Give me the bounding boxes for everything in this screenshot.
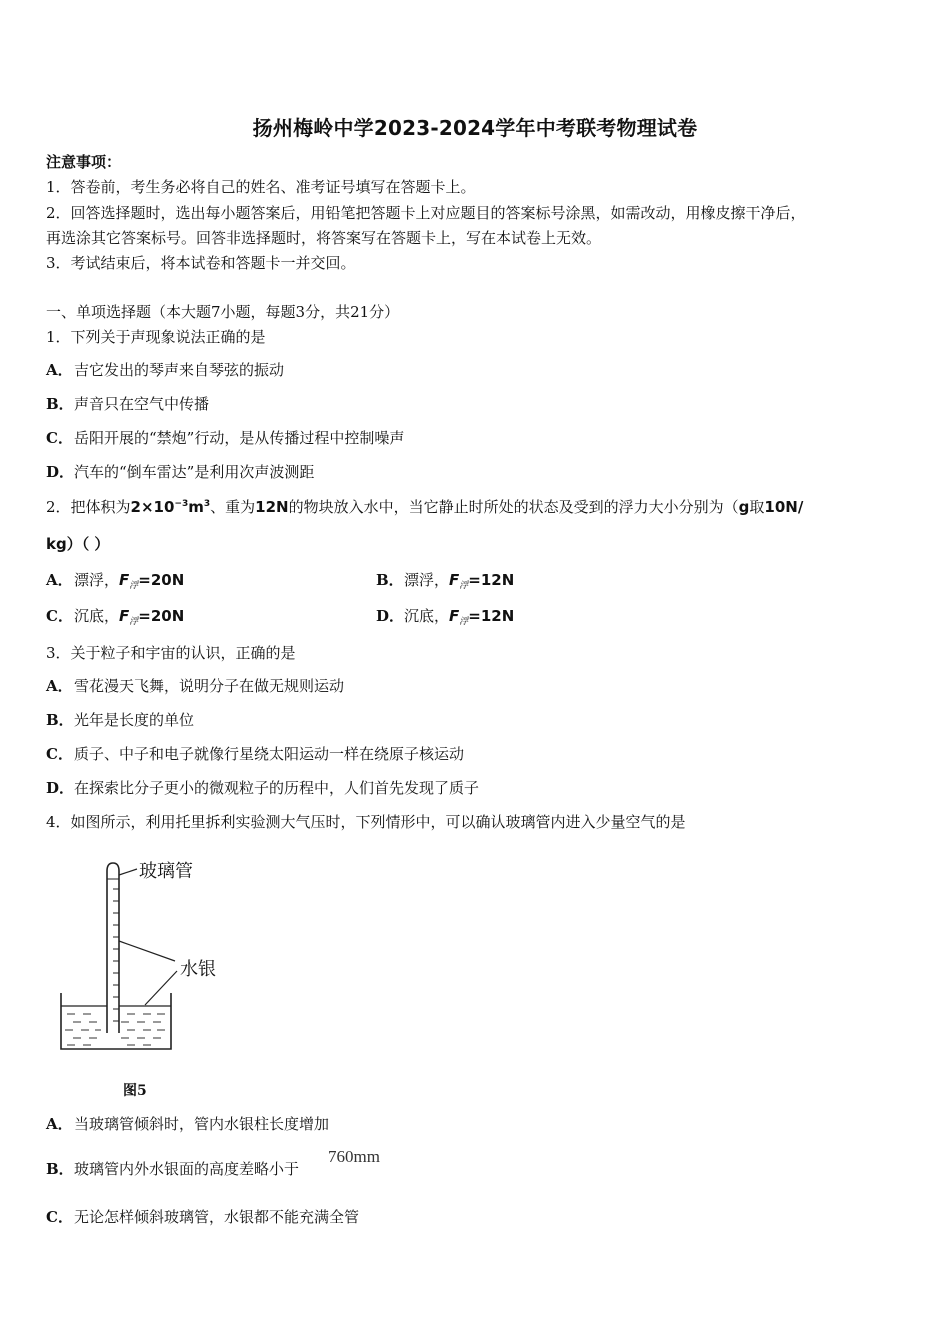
option-letter: D． [376,607,405,625]
option-text: 漂浮， [74,571,120,589]
q2-g: g [738,498,750,516]
option-letter: D． [46,779,75,797]
q2-volume-base: 2×10 [130,498,175,516]
option-value: =12N [468,571,515,589]
q3-option-a [46,676,344,696]
option-text: 当玻璃管倾斜时，管内水银柱长度增加 [74,1115,330,1133]
force-symbol: F [119,607,130,625]
q2-option-b [376,570,514,593]
mercury-leader-line-1 [119,941,175,961]
option-letter: A． [46,571,73,589]
q4-option-b [46,1159,299,1179]
option-letter: C． [46,607,73,625]
note-item-2: 2．回答选择题时，选出每小题答案后，用铅笔把答题卡上对应题目的答案标号涂黑，如需改动，用橡皮擦干净后， [46,204,806,222]
q1-option-d [46,462,314,482]
option-letter: D． [46,463,75,481]
q2-volume-exp: −3 [174,499,189,509]
notes-heading: 注意事项： [46,153,122,171]
page-title: 扬州梅岭中学2023-2024学年中考联考物理试卷 [252,116,698,140]
option-value: =20N [138,607,185,625]
option-letter: C． [46,429,73,447]
force-symbol: F [119,571,130,589]
note-item-3: 3．考试结束后，将本试卷和答题卡一并交回。 [46,254,356,272]
option-text: 漂浮， [404,571,450,589]
q2-option-c [46,606,184,629]
option-text: 无论怎样倾斜玻璃管，水银都不能充满全管 [74,1208,360,1226]
option-text: 汽车的“倒车雷达”是利用次声波测距 [74,463,315,481]
q2-stem-b: 、重为 [210,498,256,516]
q2-stem-d: 取 [749,498,765,516]
note-item-2-cont: 再选涂其它答案标号。回答非选择题时，将答案写在答题卡上，写在本试卷上无效。 [46,229,602,247]
force-symbol: F [449,607,460,625]
option-letter: B． [46,1160,74,1178]
option-value: =20N [138,571,185,589]
option-text: 沉底， [74,607,120,625]
option-letter: A． [46,1115,73,1133]
q2-g-value: 10N/ [764,498,804,516]
force-subscript: 浮 [129,617,139,627]
option-text: 质子、中子和电子就像行星绕太阳运动一样在绕原子核运动 [74,745,465,763]
q4-option-b-760mm: 760mm [328,1147,380,1166]
tube-leader-line [119,869,137,875]
force-subscript: 浮 [459,617,469,627]
q2-line2: kg）（ ） [46,535,110,553]
option-text: 沉底， [404,607,450,625]
option-letter: B． [46,711,74,729]
q2-option-d [376,606,514,629]
option-text: 在探索比分子更小的微观粒子的历程中，人们首先发现了质子 [74,779,480,797]
option-letter: A． [46,361,73,379]
question-1-stem: 1．下列关于声现象说法正确的是 [46,328,266,346]
mercury-leader-line-2 [145,971,177,1005]
q2-stem-c: 的物块放入水中，当它静止时所处的状态及受到的浮力大小分别为（ [288,498,739,516]
note-item-1: 1．答卷前，考生务必将自己的姓名、准考证号填写在答题卡上。 [46,178,476,196]
figure-caption: 图5 [123,1083,147,1099]
question-2-stem-line2 [46,534,109,554]
question-4-stem: 4．如图所示，利用托里拆利实验测大气压时，下列情形中，可以确认玻璃管内进入少量空气的是 [46,813,686,831]
q4-option-a [46,1114,329,1134]
option-text: 玻璃管内外水银面的高度差略小于 [74,1160,300,1178]
option-letter: B． [46,395,74,413]
q3-option-b [46,710,194,730]
q2-option-a [46,570,184,593]
label-mercury: 水银 [180,959,216,980]
option-letter: A． [46,677,73,695]
force-symbol: F [449,571,460,589]
q3-option-c [46,744,464,764]
question-3-stem: 3．关于粒子和宇宙的认识，正确的是 [46,644,296,662]
q2-volume-unit: m [188,498,204,516]
q1-option-a [46,360,284,380]
option-text: 吉它发出的琴声来自琴弦的振动 [74,361,285,379]
force-subscript: 浮 [129,581,139,591]
option-letter: C． [46,745,73,763]
option-letter: C． [46,1208,73,1226]
q3-option-d [46,778,479,798]
q1-option-b [46,394,209,414]
label-glass-tube: 玻璃管 [139,861,193,882]
option-text: 雪花漫天飞舞，说明分子在做无规则运动 [74,677,345,695]
q1-option-c [46,428,404,448]
q2-weight: 12N [255,498,289,516]
option-text: 声音只在空气中传播 [74,395,210,413]
q2-volume [131,498,211,516]
force-subscript: 浮 [459,581,469,591]
option-letter: B． [376,571,404,589]
question-2-stem [46,497,803,520]
q4-option-c [46,1207,359,1227]
option-text: 岳阳开展的“禁炮”行动，是从传播过程中控制噪声 [74,429,405,447]
option-value: =12N [468,607,515,625]
option-text: 光年是长度的单位 [74,711,195,729]
section-heading: 一、单项选择题（本大题7小题，每题3分，共21分） [46,303,400,321]
q2-stem-a: 2．把体积为 [46,498,131,516]
q2-volume-unit-exp: 3 [203,499,211,509]
